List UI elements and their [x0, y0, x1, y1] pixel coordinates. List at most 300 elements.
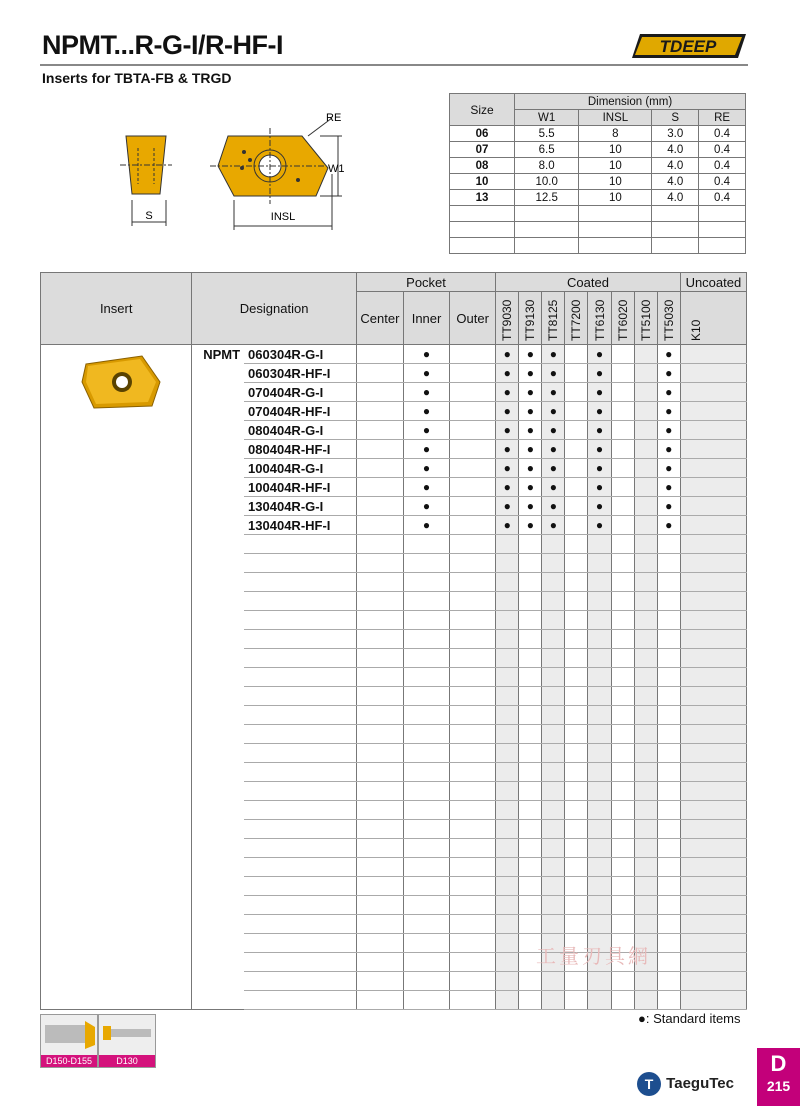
mark-cell — [634, 592, 657, 611]
mark-cell — [496, 877, 519, 896]
designation-prefix — [192, 896, 244, 915]
mark-cell — [611, 630, 634, 649]
designation-cell — [244, 934, 356, 953]
mark-cell — [680, 402, 746, 421]
mark-cell — [542, 554, 565, 573]
mark-cell — [657, 649, 680, 668]
mark-cell — [450, 478, 496, 497]
mark-cell — [450, 383, 496, 402]
mark-cell — [403, 820, 449, 839]
title-divider — [40, 64, 748, 66]
mark-cell — [565, 535, 588, 554]
mark-cell — [680, 839, 746, 858]
dim-cell-insl — [579, 206, 652, 222]
mark-cell — [403, 801, 449, 820]
dim-cell-w1: 12.5 — [515, 190, 579, 206]
mark-cell — [680, 345, 746, 364]
mark-cell — [542, 573, 565, 592]
mark-cell — [588, 877, 611, 896]
mark-cell — [403, 877, 449, 896]
designation-header: Designation — [192, 273, 356, 345]
mark-cell: ● — [519, 459, 542, 478]
mark-cell — [519, 535, 542, 554]
mark-cell — [611, 687, 634, 706]
mark-cell — [588, 744, 611, 763]
mark-cell — [356, 725, 403, 744]
mark-cell — [657, 915, 680, 934]
mark-cell: ● — [657, 459, 680, 478]
mark-cell — [634, 535, 657, 554]
mark-cell — [565, 744, 588, 763]
mark-cell — [496, 630, 519, 649]
mark-cell — [496, 573, 519, 592]
mark-cell — [565, 877, 588, 896]
mark-cell — [496, 687, 519, 706]
mark-cell — [588, 972, 611, 991]
designation-prefix: NPMT — [192, 345, 244, 364]
mark-cell — [657, 858, 680, 877]
dim-cell-size — [450, 238, 515, 254]
mark-cell — [519, 554, 542, 573]
designation-cell — [244, 820, 356, 839]
mark-cell — [680, 896, 746, 915]
mark-cell — [680, 459, 746, 478]
mark-cell — [450, 364, 496, 383]
mark-cell — [680, 763, 746, 782]
mark-cell — [403, 915, 449, 934]
mark-cell — [403, 744, 449, 763]
mark-cell: ● — [657, 478, 680, 497]
designation-prefix — [192, 877, 244, 896]
mark-cell — [565, 801, 588, 820]
mark-cell — [403, 687, 449, 706]
mark-cell — [634, 744, 657, 763]
mark-cell — [634, 459, 657, 478]
dim-cell-w1 — [515, 206, 579, 222]
mark-cell: ● — [542, 345, 565, 364]
mark-cell — [542, 839, 565, 858]
designation-cell: 080404R-HF-I — [244, 440, 356, 459]
grade-col-tt6130 — [588, 292, 611, 345]
mark-cell — [634, 801, 657, 820]
mark-cell — [356, 668, 403, 687]
mark-cell — [450, 345, 496, 364]
mark-cell — [680, 801, 746, 820]
mark-cell: ● — [403, 364, 449, 383]
mark-cell — [403, 763, 449, 782]
mark-cell — [588, 991, 611, 1010]
mark-cell — [611, 573, 634, 592]
mark-cell — [657, 573, 680, 592]
mark-cell — [356, 383, 403, 402]
mark-cell — [450, 820, 496, 839]
mark-cell: ● — [588, 440, 611, 459]
mark-cell — [356, 459, 403, 478]
mark-cell: ● — [403, 497, 449, 516]
mark-cell: ● — [496, 440, 519, 459]
designation-cell — [244, 630, 356, 649]
designation-cell — [244, 877, 356, 896]
dim-cell-re — [699, 206, 746, 222]
mark-cell — [542, 896, 565, 915]
mark-cell — [611, 744, 634, 763]
designation-cell — [244, 592, 356, 611]
mark-cell — [611, 915, 634, 934]
mark-cell: ● — [657, 402, 680, 421]
grade-col-tt9130 — [519, 292, 542, 345]
mark-cell: ● — [403, 440, 449, 459]
designation-prefix — [192, 915, 244, 934]
holder-thumbnail-d150[interactable] — [40, 1014, 98, 1068]
dim-group-header: Dimension (mm) — [515, 94, 746, 110]
designation-prefix — [192, 725, 244, 744]
mark-cell — [450, 953, 496, 972]
mark-cell: ● — [657, 516, 680, 535]
mark-cell — [565, 991, 588, 1010]
mark-cell: ● — [588, 383, 611, 402]
mark-cell — [542, 649, 565, 668]
mark-cell: ● — [496, 516, 519, 535]
mark-cell: ● — [519, 345, 542, 364]
mark-cell — [542, 763, 565, 782]
mark-cell — [588, 668, 611, 687]
mark-cell — [634, 345, 657, 364]
mark-cell: ● — [496, 478, 519, 497]
mark-cell — [657, 839, 680, 858]
designation-prefix — [192, 459, 244, 478]
mark-cell — [565, 687, 588, 706]
mark-cell — [496, 649, 519, 668]
designation-prefix — [192, 630, 244, 649]
mark-cell — [634, 421, 657, 440]
mark-cell: ● — [542, 364, 565, 383]
brand-name: TaeguTec — [666, 1074, 734, 1092]
dim-cell-size: 07 — [450, 142, 515, 158]
mark-cell — [450, 877, 496, 896]
mark-cell: ● — [542, 516, 565, 535]
designation-prefix — [192, 440, 244, 459]
mark-cell — [542, 535, 565, 554]
mark-cell — [588, 820, 611, 839]
designation-cell — [244, 611, 356, 630]
mark-cell — [565, 421, 588, 440]
dim-cell-re: 0.4 — [699, 174, 746, 190]
designation-prefix — [192, 364, 244, 383]
mark-cell — [634, 820, 657, 839]
mark-cell — [450, 516, 496, 535]
mark-cell — [356, 573, 403, 592]
mark-cell — [496, 991, 519, 1010]
mark-cell — [542, 687, 565, 706]
mark-cell — [657, 782, 680, 801]
dim-cell-w1: 10.0 — [515, 174, 579, 190]
mark-cell — [634, 611, 657, 630]
mark-cell — [611, 725, 634, 744]
mark-cell — [356, 877, 403, 896]
mark-cell: ● — [403, 459, 449, 478]
mark-cell — [542, 972, 565, 991]
mark-cell: ● — [588, 478, 611, 497]
mark-cell — [356, 782, 403, 801]
dim-col-insl: INSL — [579, 110, 652, 126]
mark-cell — [542, 611, 565, 630]
mark-cell — [657, 744, 680, 763]
pocket-col-outer: Outer — [450, 292, 496, 345]
mark-cell — [657, 725, 680, 744]
holder-thumbnail-d130[interactable] — [98, 1014, 156, 1068]
mark-cell — [519, 725, 542, 744]
dim-cell-s — [652, 238, 699, 254]
mark-cell — [611, 592, 634, 611]
mark-cell: ● — [403, 421, 449, 440]
mark-cell — [519, 858, 542, 877]
mark-cell — [356, 934, 403, 953]
mark-cell — [542, 915, 565, 934]
mark-cell — [565, 478, 588, 497]
mark-cell — [565, 516, 588, 535]
mark-cell: ● — [542, 440, 565, 459]
mark-cell — [588, 554, 611, 573]
mark-cell — [680, 440, 746, 459]
mark-cell: ● — [496, 383, 519, 402]
mark-cell — [403, 706, 449, 725]
mark-cell — [496, 744, 519, 763]
mark-cell — [356, 440, 403, 459]
dim-insl-label: INSL — [270, 211, 296, 223]
mark-cell — [496, 592, 519, 611]
mark-cell — [403, 953, 449, 972]
mark-cell — [450, 782, 496, 801]
mark-cell: ● — [403, 516, 449, 535]
coated-header: Coated — [496, 273, 681, 292]
designation-prefix — [192, 516, 244, 535]
mark-cell — [496, 706, 519, 725]
mark-cell — [680, 364, 746, 383]
mark-cell — [680, 497, 746, 516]
designation-cell — [244, 668, 356, 687]
mark-cell — [356, 421, 403, 440]
mark-cell — [611, 839, 634, 858]
designation-cell: 080404R-G-I — [244, 421, 356, 440]
designation-prefix — [192, 934, 244, 953]
mark-cell — [356, 820, 403, 839]
mark-cell — [356, 953, 403, 972]
mark-cell — [542, 877, 565, 896]
mark-cell — [450, 554, 496, 573]
mark-cell: ● — [588, 516, 611, 535]
mark-cell — [496, 611, 519, 630]
mark-cell — [496, 915, 519, 934]
mark-cell — [634, 706, 657, 725]
mark-cell — [588, 573, 611, 592]
mark-cell — [519, 915, 542, 934]
mark-cell — [680, 782, 746, 801]
pocket-header: Pocket — [356, 273, 495, 292]
designation-prefix — [192, 820, 244, 839]
mark-cell — [403, 554, 449, 573]
dim-cell-re — [699, 238, 746, 254]
dim-cell-insl: 10 — [579, 174, 652, 190]
mark-cell — [519, 820, 542, 839]
mark-cell — [450, 915, 496, 934]
mark-cell — [542, 630, 565, 649]
mark-cell — [519, 744, 542, 763]
mark-cell — [634, 573, 657, 592]
mark-cell — [657, 668, 680, 687]
mark-cell — [634, 383, 657, 402]
mark-cell — [680, 516, 746, 535]
designation-cell — [244, 782, 356, 801]
dim-w1-label: W1 — [328, 163, 345, 175]
mark-cell — [356, 364, 403, 383]
mark-cell: ● — [588, 402, 611, 421]
dim-cell-w1: 6.5 — [515, 142, 579, 158]
mark-cell — [611, 706, 634, 725]
mark-cell — [496, 896, 519, 915]
designation-cell: 070404R-G-I — [244, 383, 356, 402]
dim-cell-s: 4.0 — [652, 158, 699, 174]
mark-cell — [519, 991, 542, 1010]
insert-photo — [80, 352, 164, 412]
mark-cell — [356, 896, 403, 915]
mark-cell — [565, 782, 588, 801]
mark-cell — [634, 877, 657, 896]
mark-cell — [634, 649, 657, 668]
mark-cell — [611, 782, 634, 801]
mark-cell — [657, 630, 680, 649]
grade-col-tt9030 — [496, 292, 519, 345]
mark-cell: ● — [588, 459, 611, 478]
mark-cell — [657, 877, 680, 896]
mark-cell — [657, 611, 680, 630]
mark-cell — [634, 896, 657, 915]
designation-cell — [244, 535, 356, 554]
designation-cell — [244, 573, 356, 592]
mark-cell — [634, 687, 657, 706]
mark-cell — [519, 668, 542, 687]
mark-cell — [588, 763, 611, 782]
mark-cell: ● — [588, 345, 611, 364]
designation-prefix — [192, 953, 244, 972]
mark-cell — [519, 839, 542, 858]
mark-cell — [588, 725, 611, 744]
dim-cell-w1: 8.0 — [515, 158, 579, 174]
mark-cell — [565, 440, 588, 459]
mark-cell — [519, 896, 542, 915]
mark-cell — [657, 972, 680, 991]
mark-cell — [588, 858, 611, 877]
mark-cell: ● — [496, 345, 519, 364]
mark-cell: ● — [496, 402, 519, 421]
mark-cell — [519, 706, 542, 725]
mark-cell — [611, 421, 634, 440]
mark-cell — [496, 725, 519, 744]
mark-cell: ● — [519, 478, 542, 497]
dim-cell-re: 0.4 — [699, 158, 746, 174]
mark-cell — [611, 383, 634, 402]
mark-cell — [588, 535, 611, 554]
grade-col-label: TT9030 — [500, 299, 515, 341]
mark-cell — [565, 858, 588, 877]
mark-cell — [565, 820, 588, 839]
mark-cell: ● — [519, 516, 542, 535]
mark-cell: ● — [657, 383, 680, 402]
mark-cell — [657, 763, 680, 782]
mark-cell — [356, 972, 403, 991]
mark-cell — [634, 630, 657, 649]
dim-row — [450, 222, 746, 238]
mark-cell — [588, 839, 611, 858]
mark-cell — [634, 725, 657, 744]
designation-cell — [244, 839, 356, 858]
mark-cell — [680, 630, 746, 649]
dim-cell-s: 4.0 — [652, 174, 699, 190]
mark-cell — [634, 763, 657, 782]
mark-cell — [634, 915, 657, 934]
mark-cell — [496, 934, 519, 953]
mark-cell — [450, 649, 496, 668]
uncoated-header: Uncoated — [680, 273, 746, 292]
mark-cell — [450, 497, 496, 516]
mark-cell: ● — [542, 383, 565, 402]
insert-drawing — [120, 108, 360, 233]
mark-cell — [588, 611, 611, 630]
mark-cell — [356, 706, 403, 725]
mark-cell — [611, 478, 634, 497]
thumb-label-d130: D130 — [99, 1055, 155, 1067]
dim-cell-re — [699, 222, 746, 238]
mark-cell — [565, 345, 588, 364]
mark-cell — [611, 516, 634, 535]
mark-cell — [450, 763, 496, 782]
designation-cell — [244, 554, 356, 573]
mark-cell — [680, 820, 746, 839]
mark-cell — [657, 554, 680, 573]
mark-cell — [450, 611, 496, 630]
designation-prefix — [192, 478, 244, 497]
mark-cell — [565, 459, 588, 478]
mark-cell — [356, 592, 403, 611]
mark-cell — [611, 896, 634, 915]
grade-col-tt5100 — [634, 292, 657, 345]
designation-cell — [244, 858, 356, 877]
brand-logo — [636, 1071, 734, 1097]
designation-cell: 130404R-HF-I — [244, 516, 356, 535]
mark-cell — [450, 573, 496, 592]
dim-col-s: S — [652, 110, 699, 126]
mark-cell: ● — [519, 440, 542, 459]
mark-cell — [356, 858, 403, 877]
mark-cell — [657, 820, 680, 839]
designation-cell: 070404R-HF-I — [244, 402, 356, 421]
mark-cell — [611, 801, 634, 820]
mark-cell — [519, 573, 542, 592]
dim-cell-re: 0.4 — [699, 190, 746, 206]
mark-cell — [356, 744, 403, 763]
mark-cell — [634, 839, 657, 858]
dim-row — [450, 158, 746, 174]
mark-cell: ● — [657, 440, 680, 459]
page-title: NPMT...R-G-I/R-HF-I — [42, 30, 283, 60]
dim-cell-insl: 10 — [579, 190, 652, 206]
dim-cell-size: 10 — [450, 174, 515, 190]
designation-cell — [244, 801, 356, 820]
dim-cell-s — [652, 222, 699, 238]
mark-cell — [519, 611, 542, 630]
designation-prefix — [192, 497, 244, 516]
mark-cell — [496, 858, 519, 877]
mark-cell — [657, 687, 680, 706]
